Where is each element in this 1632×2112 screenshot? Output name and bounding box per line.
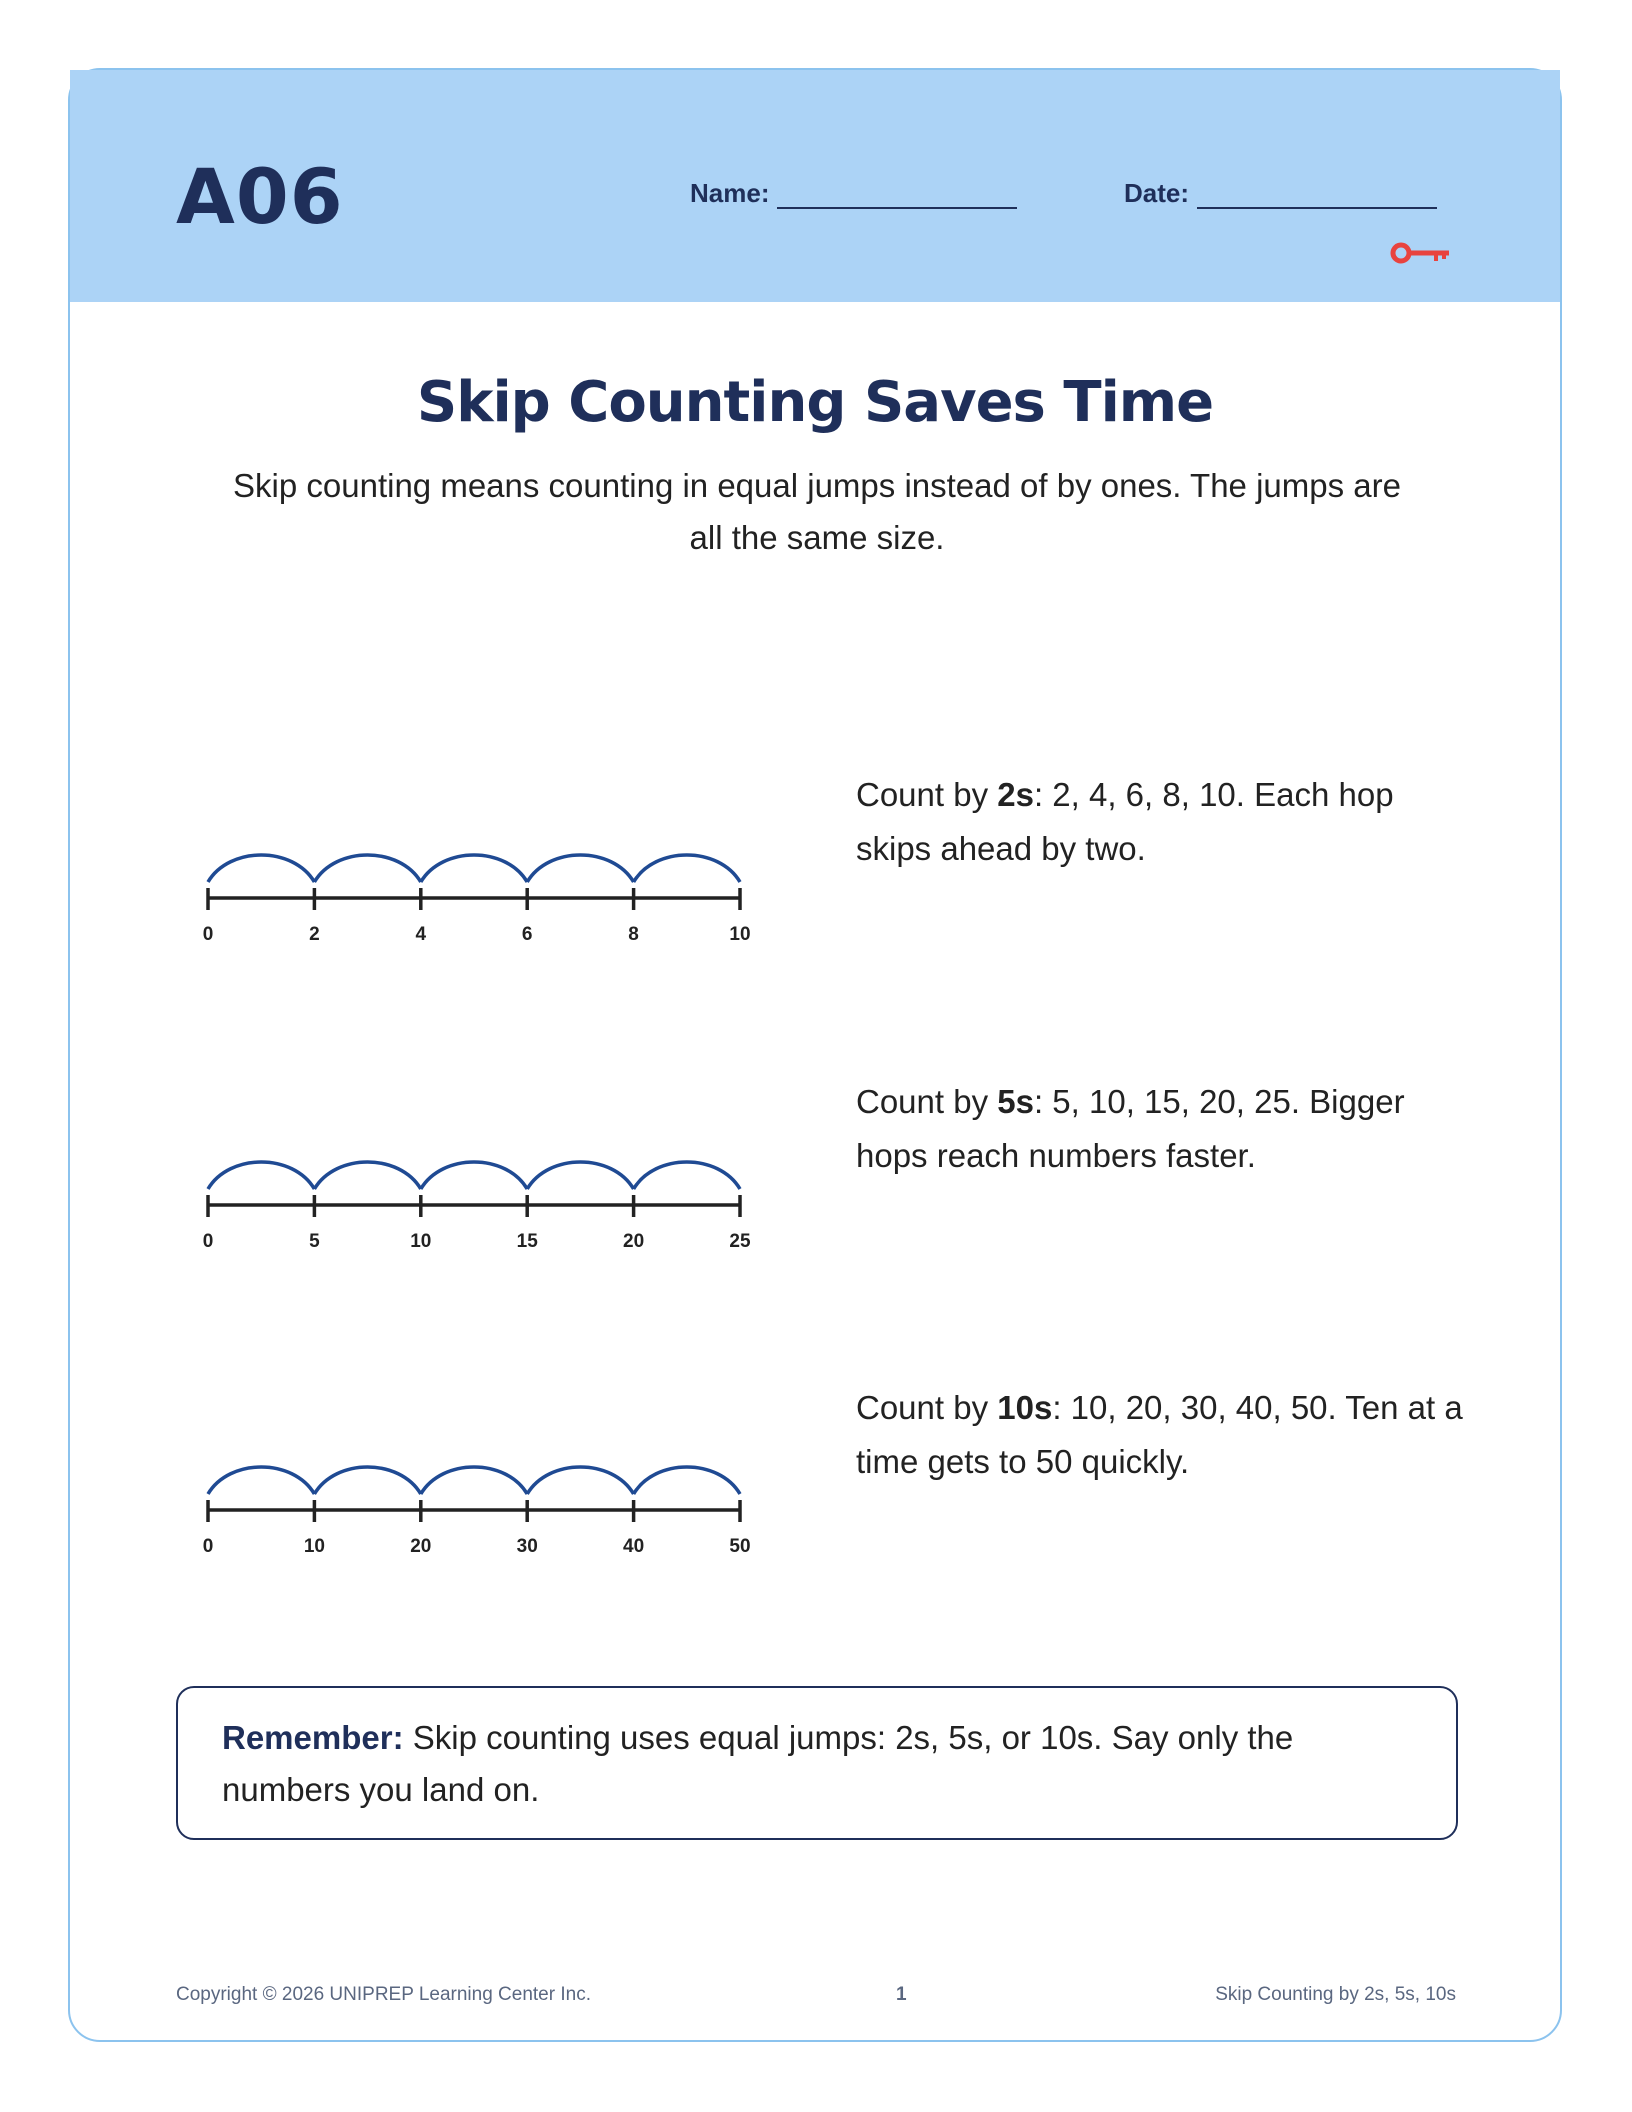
number-line-5s xyxy=(170,1097,770,1252)
tick-label: 20 xyxy=(623,1231,645,1252)
tick-label: 30 xyxy=(516,1536,538,1557)
name-line[interactable] xyxy=(777,179,1017,209)
number-line-10s xyxy=(170,1402,770,1557)
tick-label: 10 xyxy=(729,924,751,945)
date-label: Date: xyxy=(1124,178,1190,208)
hop-arc xyxy=(634,855,740,882)
tick-label: 8 xyxy=(628,924,639,945)
worksheet-code: A06 xyxy=(176,152,344,241)
remember-label: Remember: xyxy=(222,1719,404,1756)
hop-arc xyxy=(634,1162,740,1189)
date-line[interactable] xyxy=(1197,179,1437,209)
intro-text: Skip counting means counting in equal jumps instead of by ones. The jumps are all the same size. xyxy=(233,467,1401,556)
footer-page-number: 1 xyxy=(896,1984,907,2005)
tick-label: 0 xyxy=(202,924,214,945)
row-rest: : 5, 10, 15, 20, 25. Bigger hops reach numbers faster. xyxy=(856,1083,1405,1174)
hop-arc xyxy=(634,1467,740,1494)
hop-arc xyxy=(421,1467,527,1494)
tick-label: 6 xyxy=(521,924,533,945)
row-text-2s xyxy=(856,768,1466,876)
hop-arc xyxy=(314,1162,420,1189)
name-field[interactable] xyxy=(690,178,1017,209)
hop-arc xyxy=(421,1162,527,1189)
row-rest: : 10, 20, 30, 40, 50. Ten at a time gets to 50 quickly. xyxy=(856,1389,1463,1480)
tick-label: 10 xyxy=(303,1536,325,1557)
tick-label: 2 xyxy=(309,924,320,945)
row-prefix: Count by xyxy=(856,1389,998,1426)
worksheet-card xyxy=(68,68,1562,2042)
remember-text: Skip counting uses equal jumps: 2s, 5s, or 10s. Say only the numbers you land on. xyxy=(222,1719,1294,1808)
row-rest: : 2, 4, 6, 8, 10. Each hop skips ahead by two. xyxy=(856,776,1394,867)
tick-label: 25 xyxy=(729,1231,751,1252)
hop-arc xyxy=(314,1467,420,1494)
tick-label: 20 xyxy=(410,1536,432,1557)
tick-label: 15 xyxy=(516,1231,538,1252)
hop-arc xyxy=(527,855,633,882)
hop-arc xyxy=(208,1467,314,1494)
row-prefix: Count by xyxy=(856,1083,998,1120)
hop-arc xyxy=(314,855,420,882)
name-label: Name: xyxy=(690,178,770,208)
tick-label: 5 xyxy=(309,1231,320,1252)
footer-copyright: Copyright © 2026 UNIPREP Learning Center Inc. xyxy=(176,1984,591,2005)
footer-topic: Skip Counting by 2s, 5s, 10s xyxy=(1215,1984,1456,2005)
tick-label: 0 xyxy=(202,1536,214,1557)
row-bold: 5s xyxy=(997,1083,1034,1120)
page-title: Skip Counting Saves Time xyxy=(416,370,1214,435)
row-bold: 10s xyxy=(997,1389,1053,1426)
key-icon xyxy=(1390,241,1452,265)
row-text-10s xyxy=(856,1381,1466,1489)
hop-arc xyxy=(527,1162,633,1189)
hop-arc xyxy=(208,855,314,882)
row-prefix: Count by xyxy=(856,776,998,813)
row-text-5s xyxy=(856,1075,1466,1183)
row-bold: 2s xyxy=(997,776,1034,813)
tick-label: 40 xyxy=(623,1536,645,1557)
tick-label: 10 xyxy=(410,1231,432,1252)
number-line-2s xyxy=(170,790,770,945)
remember-box xyxy=(176,1686,1458,1840)
hop-arc xyxy=(527,1467,633,1494)
tick-label: 0 xyxy=(202,1231,214,1252)
tick-label: 4 xyxy=(415,924,427,945)
hop-arc xyxy=(208,1162,314,1189)
date-field[interactable] xyxy=(1124,178,1437,209)
hop-arc xyxy=(421,855,527,882)
header-band xyxy=(70,70,1560,302)
tick-label: 50 xyxy=(729,1536,751,1557)
